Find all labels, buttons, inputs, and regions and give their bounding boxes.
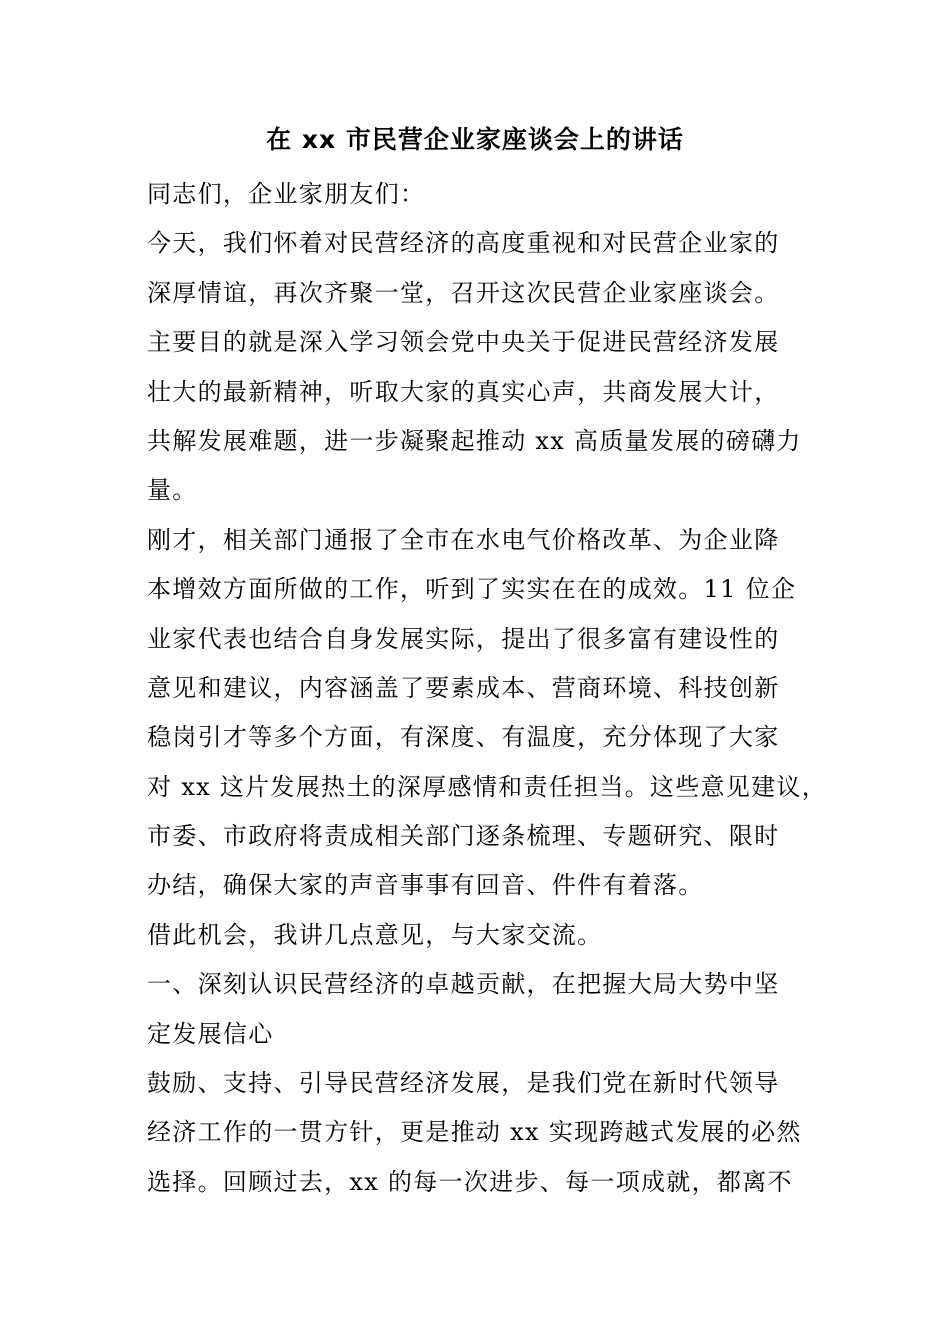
paragraph-line: 业家代表也结合自身发展实际，提出了很多富有建设性的 xyxy=(147,624,780,653)
section-heading-line: 定发展信心 xyxy=(147,1019,274,1048)
paragraph-line: 壮大的最新精神，听取大家的真实心声，共商发展大计， xyxy=(147,377,780,406)
paragraph-line: 本增效方面所做的工作，听到了实实在在的成效。11 位企 xyxy=(147,575,797,604)
paragraph-line: 稳岗引才等多个方面，有深度、有温度，充分体现了大家 xyxy=(147,723,780,752)
document-body xyxy=(147,170,827,1207)
salutation: 同志们，企业家朋友们： xyxy=(147,180,426,208)
paragraph-line: 鼓励、支持、引导民营经济发展，是我们党在新时代领导 xyxy=(147,1069,780,1098)
paragraph-line: 意见和建议，内容涵盖了要素成本、营商环境、科技创新 xyxy=(147,673,780,702)
section-heading-line: 一、深刻认识民营经济的卓越贡献，在把握大局大势中坚 xyxy=(147,970,780,999)
document-title: 在 xx 市民营企业家座谈会上的讲话 xyxy=(266,125,684,154)
paragraph-line: 对 xx 这片发展热土的深厚感情和责任担当。这些意见建议， xyxy=(147,772,828,801)
paragraph-line: 借此机会，我讲几点意见，与大家交流。 xyxy=(147,920,603,949)
paragraph-line: 市委、市政府将责成相关部门逐条梳理、专题研究、限时 xyxy=(147,822,780,851)
paragraph-line: 刚才，相关部门通报了全市在水电气价格改革、为企业降 xyxy=(147,525,780,554)
paragraph-line: 办结，确保大家的声音事事有回音、件件有着落。 xyxy=(147,871,704,900)
paragraph-line: 经济工作的一贯方针，更是推动 xx 实现跨越式发展的必然 xyxy=(147,1118,802,1147)
paragraph-line: 共解发展难题，进一步凝聚起推动 xx 高质量发展的磅礴力 xyxy=(147,426,802,455)
paragraph-line: 选择。回顾过去，xx 的每一次进步、每一项成就，都离不 xyxy=(147,1167,793,1196)
paragraph-line: 今天，我们怀着对民营经济的高度重视和对民营企业家的 xyxy=(147,229,780,258)
paragraph-line: 主要目的就是深入学习领会党中央关于促进民营经济发展 xyxy=(147,328,780,357)
paragraph-line: 量。 xyxy=(147,476,198,505)
paragraph-line: 深厚情谊，再次齐聚一堂，召开这次民营企业家座谈会。 xyxy=(147,278,780,307)
